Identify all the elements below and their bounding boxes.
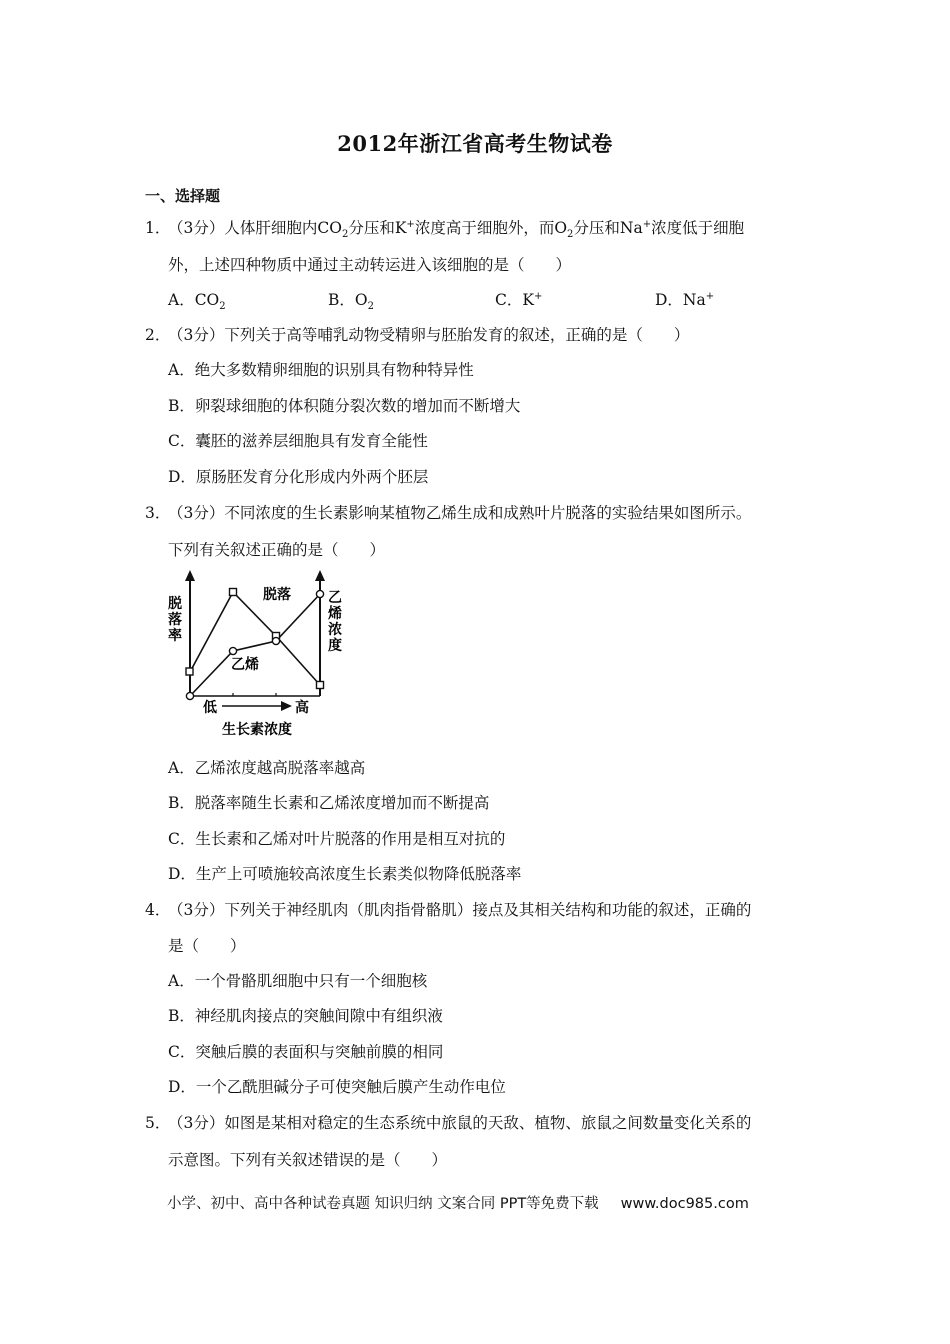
q1-text-a: 人体肝细胞内CO: [224, 219, 342, 237]
abscission-point: [186, 668, 193, 675]
right-axis-label-1: 乙: [328, 590, 342, 606]
q1-sub-o2: 2: [567, 229, 574, 241]
q1-option-a: [168, 290, 226, 313]
left-axis-arrow-icon: [185, 570, 195, 581]
q3-line-1: （3分）不同浓度的生长素影响某植物乙烯生成和成熟叶片脱落的实验结果如图所示。: [168, 504, 752, 522]
left-axis-label-2: 落: [168, 612, 182, 628]
right-axis-arrow-icon: [315, 570, 325, 581]
q4-line-2: 是（ ）: [168, 937, 246, 955]
q4-line-1: （3分）下列关于神经肌肉（肌肉指骨骼肌）接点及其相关结构和功能的叙述，正确的: [168, 901, 752, 919]
q1-option-c: [495, 290, 542, 310]
q2-number: 2．: [145, 326, 171, 344]
q1-sup-k: +: [406, 218, 415, 230]
q3-option-d: D．生产上可喷施较高浓度生长素类似物降低脱落率: [168, 865, 522, 883]
q1-sup-na: +: [642, 218, 652, 230]
q1-option-c-sup: +: [533, 290, 543, 302]
right-axis-label-2: 烯: [328, 606, 342, 622]
x-high-label: 高: [295, 700, 309, 716]
q3-number: 3．: [145, 504, 171, 522]
q1-option-b-text: B．O: [328, 291, 368, 309]
left-axis-label-3: 率: [168, 628, 182, 644]
series-label-abscission: 脱落: [263, 587, 291, 603]
right-axis-label-4: 度: [328, 638, 342, 654]
q4-option-a: A．一个骨骼肌细胞中只有一个细胞核: [168, 972, 428, 990]
abscission-point: [317, 682, 324, 689]
q1-score: （3分）: [168, 219, 225, 237]
abscission-point: [230, 589, 237, 596]
q1-sub-co2: 2: [341, 229, 349, 241]
q2-option-a: A．绝大多数精卵细胞的识别具有物种特异性: [168, 361, 474, 379]
q1-line-1: [168, 218, 745, 241]
q1-text-e: 浓度高于细胞外，而O: [414, 219, 568, 237]
right-axis-label-3: 浓: [328, 622, 342, 638]
footer-link[interactable]: www.doc985.com: [620, 1196, 749, 1212]
page-title: 2012年浙江省高考生物试卷: [337, 131, 613, 156]
q1-text-c: 分压和K: [348, 219, 407, 237]
ethylene-point: [316, 590, 323, 597]
q3-option-b: B．脱落率随生长素和乙烯浓度增加而不断提高: [168, 794, 490, 812]
section-heading: 一、选择题: [145, 187, 221, 205]
q3-line-2: 下列有关叙述正确的是（ ）: [168, 541, 386, 559]
q1-option-b-sub: 2: [367, 301, 374, 313]
ethylene-point: [186, 692, 193, 699]
page-footer: [167, 1192, 749, 1213]
q1-option-d: [655, 290, 714, 310]
q4-option-d: D．一个乙酰胆碱分子可使突触后膜产生动作电位: [168, 1078, 506, 1096]
q2-option-c: C．囊胚的滋养层细胞具有发育全能性: [168, 432, 428, 450]
q1-option-c-text: C．K: [495, 291, 534, 309]
q4-option-c: C．突触后膜的表面积与突触前膜的相同: [168, 1043, 444, 1061]
q3-figure: [160, 566, 360, 742]
ethylene-point: [272, 637, 279, 644]
series-label-ethylene: 乙烯: [231, 657, 259, 673]
q1-text-i: 浓度低于细胞: [651, 219, 745, 237]
q3-option-a: A．乙烯浓度越高脱落率越高: [168, 759, 366, 777]
ethylene-point: [229, 647, 236, 654]
left-axis-label-1: 脱: [168, 596, 182, 612]
q1-option-a-text: A．CO: [168, 291, 220, 309]
q1-text-g: 分压和Na: [573, 219, 643, 237]
q5-line-1: （3分）如图是某相对稳定的生态系统中旅鼠的天敌、植物、旅鼠之间数量变化关系的: [168, 1114, 752, 1132]
q1-option-b: [328, 290, 374, 313]
q4-number: 4．: [145, 901, 171, 919]
x-direction-arrow-icon: [281, 701, 292, 711]
q2-option-b: B．卵裂球细胞的体积随分裂次数的增加而不断增大: [168, 397, 521, 415]
x-low-label: 低: [203, 700, 217, 716]
footer-text: 小学、初中、高中各种试卷真题 知识归纳 文案合同 PPT等免费下载: [167, 1196, 599, 1212]
q2-stem: （3分）下列关于高等哺乳动物受精卵与胚胎发育的叙述，正确的是（ ）: [168, 326, 690, 344]
x-axis-title: 生长素浓度: [222, 722, 292, 738]
q5-line-2: 示意图。下列有关叙述错误的是（ ）: [168, 1151, 448, 1169]
ethylene-series-line: [190, 594, 320, 696]
q5-number: 5．: [145, 1114, 171, 1132]
q1-line-2: 外，上述四种物质中通过主动转运进入该细胞的是（ ）: [168, 256, 572, 274]
q2-option-d: D．原肠胚发育分化形成内外两个胚层: [168, 468, 429, 486]
q3-option-c: C．生长素和乙烯对叶片脱落的作用是相互对抗的: [168, 830, 506, 848]
q4-option-b: B．神经肌肉接点的突触间隙中有组织液: [168, 1007, 443, 1025]
q1-number: 1．: [145, 219, 171, 237]
q1-option-a-sub: 2: [219, 301, 226, 313]
q1-option-d-sup: +: [705, 290, 715, 302]
q1-option-d-text: D．Na: [655, 291, 706, 309]
